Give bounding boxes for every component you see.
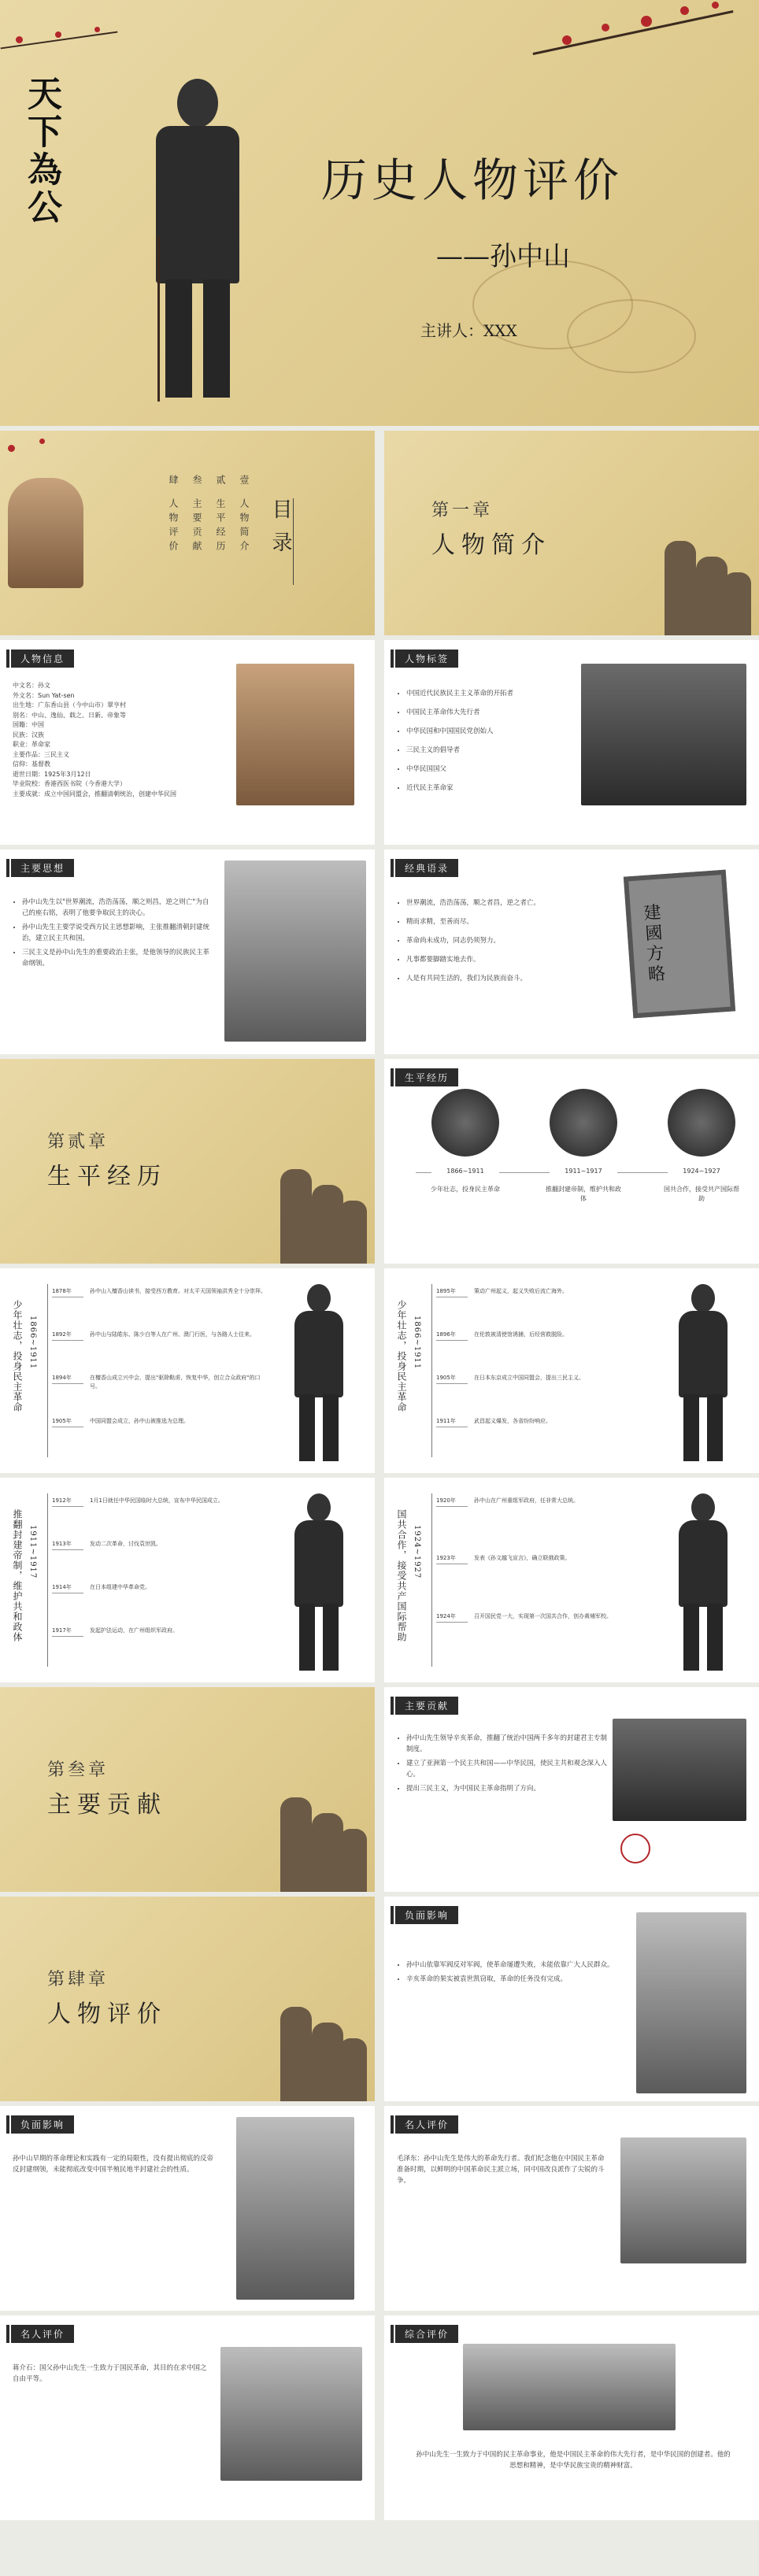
life3-side: 推翻封建帝制，维护共和政体 xyxy=(12,1509,23,1642)
book-title: 建國方略 xyxy=(640,902,666,986)
timeline-range: 1924~1927 xyxy=(668,1168,735,1175)
timeline-range: 1911~1917 xyxy=(550,1168,617,1175)
event-date: 1924年 xyxy=(436,1612,456,1619)
toc-num: 贰 xyxy=(215,475,226,484)
life2-figure xyxy=(668,1284,739,1465)
statue-group-3 xyxy=(265,1774,367,1892)
event-divider xyxy=(52,1636,83,1637)
info-line: 逝世日期：1925年3月12日 xyxy=(13,770,91,778)
life4-slide xyxy=(384,1478,759,1682)
life2-years: 1866~1911 xyxy=(413,1316,421,1370)
info-line: 民族：汉族 xyxy=(13,731,44,738)
life1-side: 少年壮志，投身民主革命 xyxy=(12,1300,23,1412)
summary-slide xyxy=(384,2315,759,2520)
group-photo-2 xyxy=(613,1719,746,1821)
event-divider xyxy=(436,1340,468,1341)
event-divider xyxy=(436,1622,468,1623)
life3-years: 1911~1917 xyxy=(28,1525,37,1579)
quotes-list xyxy=(397,895,619,990)
thought-item: • 孙中山先生主要学说受西方民主思想影响，主张推翻清朝封建统治，建立民主共和国。 xyxy=(22,922,211,944)
event-date: 1892年 xyxy=(52,1331,72,1338)
event-date: 1913年 xyxy=(52,1541,72,1547)
thought-item: • 三民主义是孙中山先生的重要政治主张，是他领导的民族民主革命纲领。 xyxy=(22,947,211,969)
life4-years: 1924~1927 xyxy=(413,1525,421,1579)
statue-group-2 xyxy=(265,1146,367,1264)
toc-slide xyxy=(0,431,375,635)
info-line: 主要作品：三民主义 xyxy=(13,750,69,758)
contrib-header: 主要贡献 xyxy=(395,1697,458,1715)
eval2-text: 蒋介石：国父孙中山先生一生致力于国民革命，其目的在求中国之自由平等。 xyxy=(13,2364,207,2383)
tag-item: • 中华民国和中国国民党创始人 xyxy=(406,724,587,739)
statue-group-4 xyxy=(265,1983,367,2101)
chapter3-slide xyxy=(0,1687,375,1892)
toc-num: 肆 xyxy=(168,475,179,484)
military-portrait xyxy=(636,1912,746,2093)
event-text: 武昌起义爆发，各省纷纷响应。 xyxy=(474,1418,551,1424)
event-date: 1923年 xyxy=(436,1555,456,1562)
timeline-slide xyxy=(384,1059,759,1264)
seal-icon xyxy=(620,1834,650,1864)
toc-divider xyxy=(293,498,294,585)
quote-item: • 世界潮流，浩浩荡荡，顺之者昌，逆之者亡。 xyxy=(406,895,619,911)
life2-side: 少年壮志，投身民主革命 xyxy=(396,1300,407,1412)
eval1-text: 毛泽东：孙中山先生是伟大的革命先行者。我们纪念他在中国民主革命准备时期，以鲜明的中国革命民主派立场，同中国改良派作了尖锐的斗争。 xyxy=(397,2155,605,2185)
life4-line xyxy=(431,1493,432,1667)
toc-label: 主要贡献 xyxy=(191,498,202,555)
info-line: 毕业院校：香港西医书院（今香港大学） xyxy=(13,780,126,787)
event-divider xyxy=(52,1549,83,1550)
event-text: 孙中山与陆皓东、陈少白等人在广州、澳门行医，与各路人士往来。 xyxy=(90,1331,255,1338)
summary-text: 孙中山先生一生致力于中国的民主革命事业，他是中国民主革命的伟大先行者，是中华民国的创建者。他的思想和精神，是中华民族宝贵的精神财富。 xyxy=(416,2451,731,2470)
eval2-slide xyxy=(0,2315,375,2520)
statue-group xyxy=(649,517,751,635)
neg2-slide xyxy=(0,2106,375,2311)
tag-item: • 中国近代民族民主主义革命的开拓者 xyxy=(406,686,587,701)
chapter2-title: 生平经历 xyxy=(47,1163,167,1190)
event-date: 1895年 xyxy=(436,1288,456,1294)
chapter1-slide xyxy=(384,431,759,635)
life4-side: 国共合作，接受共产国际帮助 xyxy=(396,1509,407,1642)
chapter2-label: 第贰章 xyxy=(47,1132,109,1152)
group-photo xyxy=(581,664,746,805)
info-line: 别名：中山、逸仙、载之、日新、帝象等 xyxy=(13,711,126,719)
cover-slide xyxy=(0,0,759,426)
summary-header: 综合评价 xyxy=(395,2325,458,2343)
toc-label: 人物简介 xyxy=(239,498,250,555)
info-line: 外文名：Sun Yat-sen xyxy=(13,691,75,699)
timeline-desc: 少年壮志，投身民主革命 xyxy=(431,1186,500,1193)
toc-blossom xyxy=(0,431,94,470)
info-line: 中文名：孙文 xyxy=(13,682,50,689)
timeline-photo-circle xyxy=(550,1089,617,1157)
event-text: 发起护法运动，在广州组织军政府。 xyxy=(90,1627,178,1634)
toc-label: 人物评价 xyxy=(168,498,179,555)
contrib-slide xyxy=(384,1687,759,1892)
event-date: 1905年 xyxy=(52,1418,72,1424)
toc-num: 叁 xyxy=(191,475,202,484)
event-text: 在檀香山成立兴中会，提出"驱除鞑虏，恢复中华，创立合众政府"的口号。 xyxy=(90,1375,261,1390)
event-text: 在日本组建中华革命党。 xyxy=(90,1584,150,1590)
portrait-closeup xyxy=(620,2137,746,2263)
neg-list xyxy=(397,1960,627,1988)
quote-item: • 革命尚未成功，同志仍须努力。 xyxy=(406,933,619,949)
timeline-desc: 推翻封建帝制，维护共和政体 xyxy=(546,1186,621,1202)
event-text: 在日本东京成立中国同盟会，提出三民主义。 xyxy=(474,1375,584,1381)
info-list xyxy=(13,681,225,799)
timeline-desc: 国共合作，接受共产国际帮助 xyxy=(664,1186,739,1202)
neg2-header: 负面影响 xyxy=(11,2115,74,2134)
life1-line xyxy=(47,1284,48,1457)
neg-item: • 辛亥革命的果实被袁世凯窃取，革命的任务没有完成。 xyxy=(406,1974,627,1985)
info-line: 信仰：基督教 xyxy=(13,761,50,768)
info-line: 职业：革命家 xyxy=(13,741,50,748)
event-date: 1896年 xyxy=(436,1331,456,1338)
event-divider xyxy=(436,1506,468,1507)
life3-slide xyxy=(0,1478,375,1682)
event-date: 1914年 xyxy=(52,1584,72,1590)
event-text: 策动广州起义，起义失败后流亡海外。 xyxy=(474,1288,568,1294)
chapter1-title: 人物简介 xyxy=(431,531,551,559)
info-line: 主要成就：成立中国同盟会，推翻清朝统治，创建中华民国 xyxy=(13,790,176,798)
event-text: 中国同盟会成立，孙中山被推选为总理。 xyxy=(90,1418,189,1424)
eval1-slide xyxy=(384,2106,759,2311)
cover-title: 历史人物评价 xyxy=(321,154,624,207)
tags-header: 人物标签 xyxy=(395,650,458,668)
portrait-photo-bw xyxy=(224,861,366,1042)
contrib-item: • 提出三民主义，为中国民主革命指明了方向。 xyxy=(406,1783,611,1794)
quote-item: • 精而求精，至善而尽。 xyxy=(406,914,619,930)
neg-slide xyxy=(384,1897,759,2101)
toc-figure-photo xyxy=(8,478,83,588)
event-divider xyxy=(52,1506,83,1507)
life2-line xyxy=(431,1284,432,1457)
tag-item: • 近代民主革命家 xyxy=(406,780,587,796)
chapter4-slide xyxy=(0,1897,375,2101)
tag-item: • 三民主义的倡导者 xyxy=(406,742,587,758)
calligraphy-title: 天下為公 xyxy=(21,76,61,227)
contrib-item: • 孙中山先生领导辛亥革命，推翻了统治中国两千多年的封建君主专制制度。 xyxy=(406,1733,611,1755)
military-portrait-2 xyxy=(236,2117,354,2300)
toc-label: 生平经历 xyxy=(215,498,226,555)
neg-header: 负面影响 xyxy=(395,1906,458,1924)
chapter1-label: 第一章 xyxy=(431,501,494,520)
eval1-header: 名人评价 xyxy=(395,2115,458,2134)
tag-item: • 中华民国国父 xyxy=(406,761,587,777)
chapter2-slide xyxy=(0,1059,375,1264)
life3-figure xyxy=(283,1493,354,1675)
portrait-figure xyxy=(134,79,260,409)
chapter3-label: 第叁章 xyxy=(47,1760,109,1780)
life4-figure xyxy=(668,1493,739,1675)
event-date: 1894年 xyxy=(52,1375,72,1381)
event-divider xyxy=(52,1340,83,1341)
portrait-closeup-2 xyxy=(220,2347,362,2481)
event-text: 孙中山入檀香山读书，接受西方教育。对太平天国领袖洪秀全十分崇拜。 xyxy=(90,1288,266,1294)
timeline-header: 生平经历 xyxy=(395,1068,458,1086)
neg2-text: 孙中山早期的革命理论和实践有一定的局限性，没有提出彻底的反帝反封建纲领，未能彻底改变中国半殖民地半封建社会的性质。 xyxy=(13,2155,214,2174)
chapter3-title: 主要贡献 xyxy=(47,1791,167,1819)
cover-presenter: 主讲人：XXX xyxy=(420,321,517,340)
quote-item: • 凡事都要脚踏实地去作。 xyxy=(406,952,619,968)
thought-header: 主要思想 xyxy=(11,859,74,877)
chapter4-title: 人物评价 xyxy=(47,2000,167,2028)
event-divider xyxy=(52,1383,83,1384)
cover-subtitle: ——孙中山 xyxy=(436,241,570,272)
info-slide xyxy=(0,640,375,845)
life1-slide xyxy=(0,1268,375,1473)
event-text: 发动二次革命，讨伐袁世凯。 xyxy=(90,1541,161,1547)
timeline-photo-circle xyxy=(431,1089,499,1157)
portrait-photo xyxy=(236,664,354,805)
info-line: 出生地：广东香山县（今中山市）翠亨村 xyxy=(13,701,126,709)
life1-figure xyxy=(283,1284,354,1465)
plum-blossom-decoration xyxy=(531,0,735,87)
quotes-header: 经典语录 xyxy=(395,859,458,877)
info-header: 人物信息 xyxy=(11,650,74,668)
life2-slide xyxy=(384,1268,759,1473)
quotes-slide xyxy=(384,849,759,1054)
contrib-item: • 建立了亚洲第一个民主共和国——中华民国，使民主共和观念深入人心。 xyxy=(406,1758,611,1780)
thought-list xyxy=(13,897,211,972)
chapter4-label: 第肆章 xyxy=(47,1970,109,1989)
eval2-header: 名人评价 xyxy=(11,2325,74,2343)
life1-years: 1866~1911 xyxy=(28,1316,37,1370)
event-date: 1878年 xyxy=(52,1288,72,1294)
thought-slide xyxy=(0,849,375,1054)
timeline-photo-circle xyxy=(668,1089,735,1157)
tags-slide xyxy=(384,640,759,845)
event-date: 1917年 xyxy=(52,1627,72,1634)
toc-num: 壹 xyxy=(239,475,250,484)
tags-list xyxy=(397,686,587,799)
contrib-list xyxy=(397,1733,611,1797)
neg-item: • 孙中山依靠军阀反对军阀，使革命屡遭失败，未能依靠广大人民群众。 xyxy=(406,1960,627,1971)
event-text: 召开国民党一大，实现第一次国共合作，创办黄埔军校。 xyxy=(474,1612,612,1619)
tag-item: • 中国民主革命伟大先行者 xyxy=(406,705,587,720)
event-text: 在伦敦被清使馆诱捕，后经营救脱险。 xyxy=(474,1331,568,1338)
event-text: 1月1日就任中华民国临时大总统，宣布中华民国成立。 xyxy=(90,1497,224,1504)
plum-blossom-decoration-left xyxy=(0,16,118,63)
event-text: 孙中山在广州重组军政府，任非常大总统。 xyxy=(474,1497,579,1504)
memorial-photo xyxy=(463,2344,676,2430)
thought-item: • 孙中山先生以"世界潮流，浩浩荡荡，顺之则昌，逆之则亡"为自己的座右铭，表明了他要争取民主的决心。 xyxy=(22,897,211,919)
event-divider xyxy=(436,1383,468,1384)
cloud-pattern-2 xyxy=(567,299,696,373)
quote-item: • 人是有共同生活的，我们为民族而奋斗。 xyxy=(406,971,619,986)
book-cover xyxy=(624,870,735,1019)
event-date: 1920年 xyxy=(436,1497,456,1504)
timeline-range: 1866~1911 xyxy=(431,1168,499,1175)
event-date: 1905年 xyxy=(436,1375,456,1381)
event-date: 1912年 xyxy=(52,1497,72,1504)
info-line: 国籍：中国 xyxy=(13,721,44,728)
life3-line xyxy=(47,1493,48,1667)
event-date: 1911年 xyxy=(436,1418,456,1424)
toc-heading: 目录 xyxy=(268,498,292,564)
event-text: 发表《孙文越飞宣言》，确立联俄政策。 xyxy=(474,1555,571,1562)
